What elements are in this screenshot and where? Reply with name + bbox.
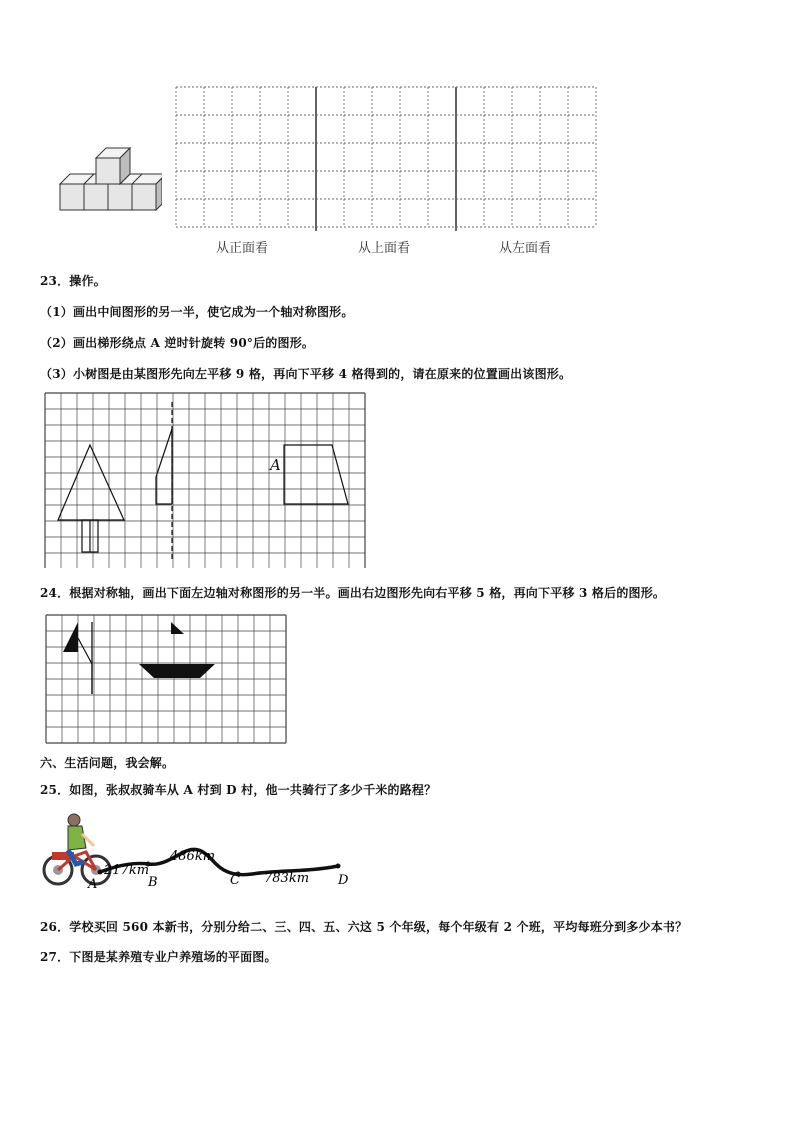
three-views-grid <box>175 86 599 236</box>
top-view-label: 从上面看 <box>358 241 411 256</box>
left-view-label: 从左面看 <box>499 241 552 256</box>
q25-text: 25．如图，张叔叔骑车从 A 村到 D 村，他一共骑行了多少千米的路程？ <box>40 783 437 797</box>
q23-item-2: （2）画出梯形绕点 A 逆时针旋转 90°后的图形。 <box>40 336 315 350</box>
q24-dark-triangle <box>63 622 78 652</box>
half-figure <box>156 429 172 504</box>
front-view-label: 从正面看 <box>216 241 269 256</box>
segment-bc: 486km <box>170 849 216 864</box>
q23-item-1: （1）画出中间图形的另一半，使它成为一个轴对称图形。 <box>40 305 354 319</box>
point-b: B <box>148 875 158 890</box>
q24-dark-trapezoid <box>139 664 215 678</box>
q27-text: 27．下图是某养殖专业户养殖场的平面图。 <box>40 950 277 964</box>
section-6-title: 六、生活问题，我会解。 <box>40 756 175 770</box>
point-a: A <box>88 877 98 892</box>
q26-text: 26．学校买回 560 本新书，分别分给二、三、四、五、六这 5 个年级，每个年级有 2 个班，平均每班分到多少本书？ <box>40 920 688 934</box>
point-c: C <box>230 873 240 888</box>
segment-cd: 783km <box>264 871 310 886</box>
q25-route-figure <box>38 812 368 892</box>
segment-ab: 217km <box>104 863 150 878</box>
q23-item-3: （3）小树图是由某图形先向左平移 9 格，再向下平移 4 格得到的，请在原来的位置画出该图形。 <box>40 367 572 381</box>
q24-half-shape <box>78 638 92 694</box>
point-d: D <box>338 873 349 888</box>
point-a-label: A <box>270 456 281 474</box>
q24-text: 24．根据对称轴，画出下面左边轴对称图形的另一半。画出右边图形先向右平移 5 格，再向下平移 3 格后的图形。 <box>40 586 666 600</box>
tree-triangle <box>58 445 124 520</box>
q23-title: 23．操作。 <box>40 274 106 288</box>
trapezoid <box>284 445 348 504</box>
q24-grid <box>45 614 295 744</box>
q24-small-triangle <box>171 622 184 634</box>
q23-grid <box>44 392 366 568</box>
cube-stack-figure <box>58 140 162 214</box>
